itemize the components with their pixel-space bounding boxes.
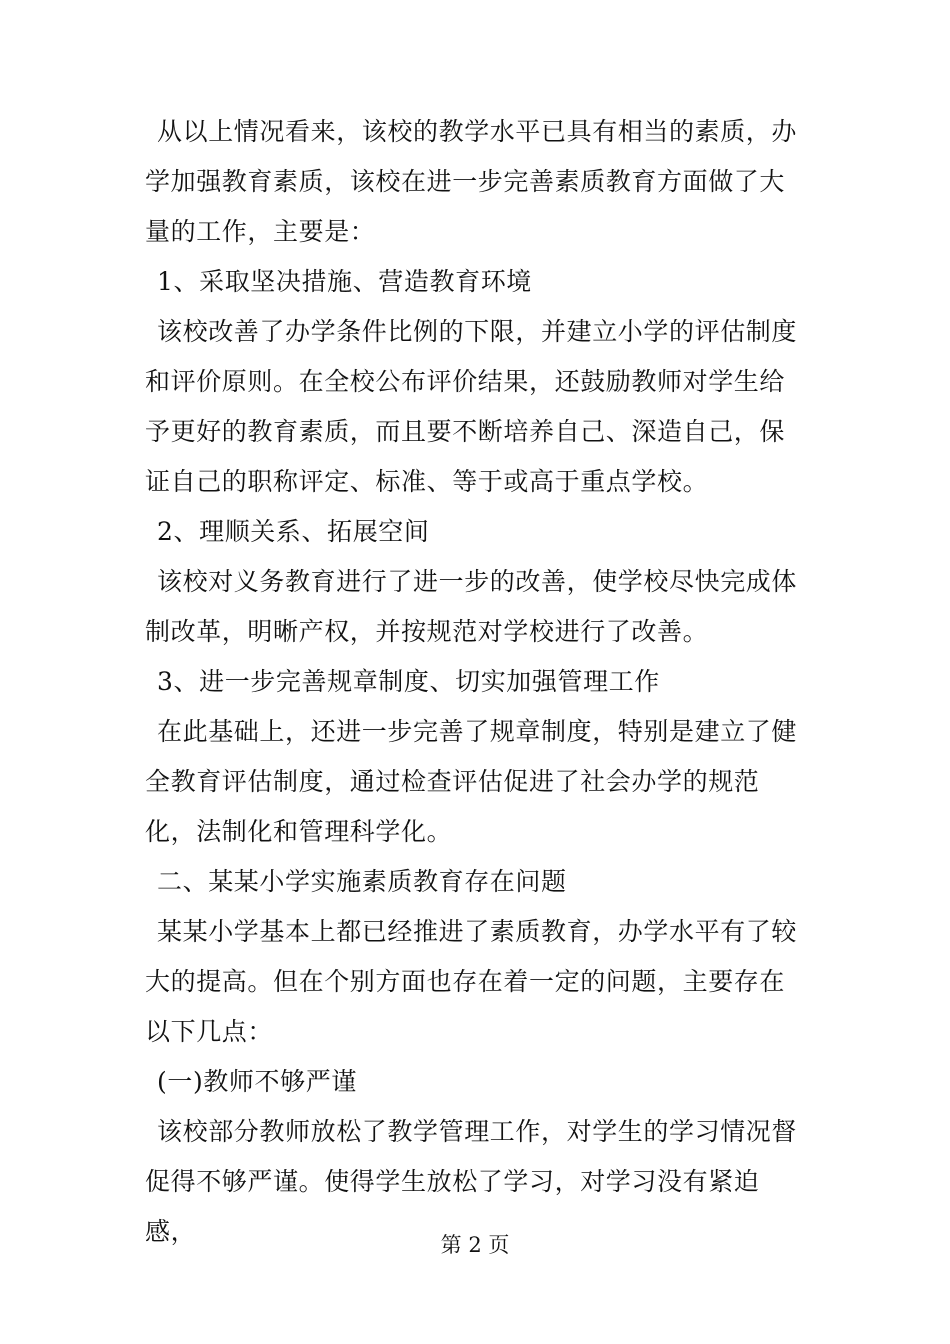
paragraph: 该校改善了办学条件比例的下限，并建立小学的评估制度和评价原则。在全校公布评价结果，还鼓励教师对学生给予更好的教育素质，而且要不断培养自己、深造自己，保证自己的职称评定、标准、等于或高于重点学校。 [145, 317, 798, 496]
paragraph: 该校部分教师放松了教学管理工作，对学生的学习情况督促得不够严谨。使得学生放松了学习，对学习没有紧迫感， [145, 1117, 798, 1246]
paragraph: 在此基础上，还进一步完善了规章制度，特别是建立了健全教育评估制度，通过检查评估促进了社会办学的规范化，法制化和管理科学化。 [145, 717, 798, 846]
section-heading: 2、理顺关系、拓展空间 [157, 517, 430, 546]
section-heading: 3、进一步完善规章制度、切实加强管理工作 [157, 667, 660, 696]
paragraph: 从以上情况看来，该校的教学水平已具有相当的素质，办学加强教育素质，该校在进一步完善素质教育方面做了大量的工作，主要是： [145, 117, 798, 246]
section-heading: 1、采取坚决措施、营造教育环境 [157, 267, 532, 296]
section-heading: 二、某某小学实施素质教育存在问题 [157, 867, 567, 896]
paragraph: 该校对义务教育进行了进一步的改善，使学校尽快完成体制改革，明晰产权，并按规范对学校进行了改善。 [145, 567, 798, 646]
document-body [145, 107, 810, 1257]
section-heading: (一)教师不够严谨 [157, 1067, 357, 1096]
paragraph: 某某小学基本上都已经推进了素质教育，办学水平有了较大的提高。但在个别方面也存在着一定的问题，主要存在以下几点： [145, 917, 798, 1046]
page-number: 第 2 页 [440, 1233, 510, 1257]
